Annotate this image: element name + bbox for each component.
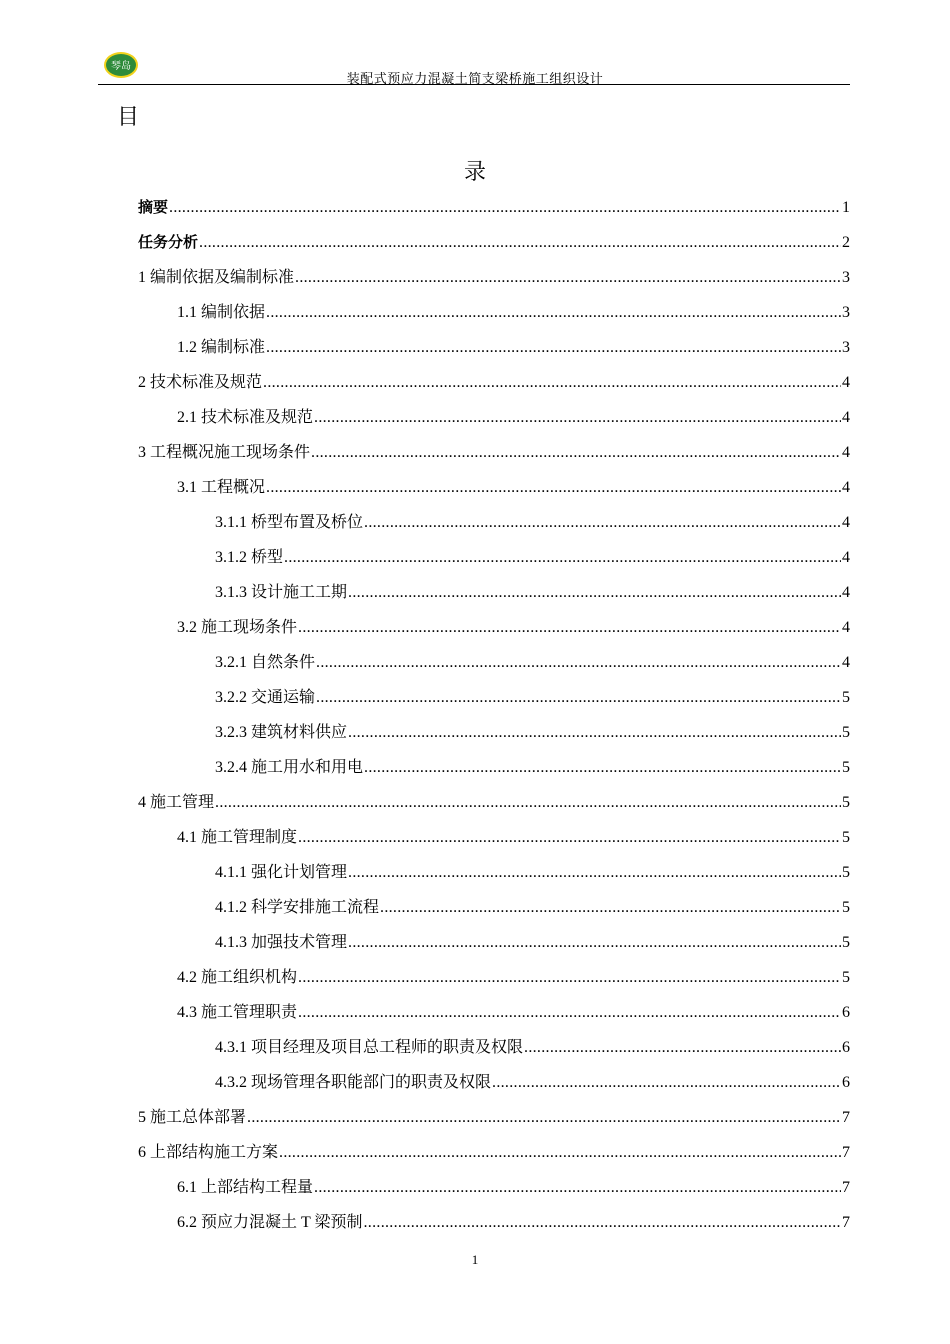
toc-entry-page: 7 [842,1214,850,1231]
toc-dot-leader [314,400,841,435]
toc-entry-page: 6 [842,1074,850,1091]
toc-entry[interactable] [138,645,850,680]
toc-entry[interactable] [138,260,850,295]
toc-dot-leader [298,995,841,1030]
toc-entry-title: 5 施工总体部署 [138,1109,247,1126]
toc-entry-title: 3.2.2 交通运输 [215,689,316,706]
toc-entry-page: 5 [842,899,850,916]
toc-entry-title: 4.2 施工组织机构 [177,969,298,986]
toc-entry-page: 2 [842,234,850,251]
toc-dot-leader [263,365,841,400]
header-title: 装配式预应力混凝土简支梁桥施工组织设计 [346,71,604,86]
toc-dot-leader [279,1135,841,1170]
toc-entry-page: 6 [842,1004,850,1021]
toc-entry-title: 4.3 施工管理职责 [177,1004,298,1021]
toc-entry-page: 4 [842,444,850,461]
toc-entry-page: 5 [842,864,850,881]
toc-entry[interactable] [138,925,850,960]
toc-entry[interactable] [138,680,850,715]
toc-dot-leader [295,260,841,295]
toc-entry-title: 2 技术标准及规范 [138,374,263,391]
toc-entry-title: 2.1 技术标准及规范 [177,409,314,426]
toc-dot-leader [215,785,841,820]
toc-entry[interactable] [138,715,850,750]
toc-entry[interactable] [138,820,850,855]
toc-entry[interactable] [138,1065,850,1100]
toc-entry-page: 4 [842,479,850,496]
toc-dot-leader [284,540,841,575]
toc-entry-title: 3.2.1 自然条件 [215,654,316,671]
page-number: 1 [471,1252,479,1267]
toc-entry-page: 3 [842,304,850,321]
toc-entry[interactable] [138,855,850,890]
toc-entry[interactable] [138,1205,850,1240]
toc-entry-title: 4.1.1 强化计划管理 [215,864,348,881]
toc-entry-page: 6 [842,1039,850,1056]
toc-entry[interactable] [138,890,850,925]
toc-entry-title: 3.1.2 桥型 [215,549,284,566]
toc-entry-title: 摘要 [138,198,169,216]
logo-text: 琴岛 [111,61,131,72]
toc-entry-page: 7 [842,1144,850,1161]
toc-entry-page: 4 [842,409,850,426]
toc-entry-title: 1.1 编制依据 [177,304,266,321]
toc-dot-leader [364,505,841,540]
toc-dot-leader [316,680,841,715]
toc-entry-title: 3.1.3 设计施工工期 [215,584,348,601]
toc-entry[interactable] [138,960,850,995]
toc-entry[interactable] [138,190,850,225]
toc-entry-page: 4 [842,654,850,671]
toc-dot-leader [524,1030,841,1065]
toc-dot-leader [247,1100,841,1135]
toc-dot-leader [314,1170,841,1205]
toc-entry[interactable] [138,995,850,1030]
toc-entry-page: 5 [842,724,850,741]
toc-entry-page: 5 [842,829,850,846]
toc-dot-leader [311,435,841,470]
toc-dot-leader [348,925,841,960]
toc-entry-title: 6.2 预应力混凝土 T 梁预制 [177,1214,363,1231]
toc-dot-leader [348,855,841,890]
toc-entry[interactable] [138,505,850,540]
toc-dot-leader [380,890,841,925]
toc-dot-leader [348,715,841,750]
toc-entry-page: 4 [842,549,850,566]
toc-entry-title: 3.2 施工现场条件 [177,619,298,636]
toc-entry-title: 4.1.2 科学安排施工流程 [215,899,380,916]
toc-entry-title: 1 编制依据及编制标准 [138,269,295,286]
toc-entry-page: 5 [842,759,850,776]
toc-dot-leader [169,190,841,225]
header-divider [98,84,850,85]
toc-dot-leader [316,645,841,680]
table-of-contents [138,190,850,1240]
toc-entry-page: 3 [842,269,850,286]
toc-entry[interactable] [138,400,850,435]
toc-entry[interactable] [138,1030,850,1065]
toc-entry[interactable] [138,750,850,785]
toc-entry-page: 4 [842,514,850,531]
toc-dot-leader [298,960,841,995]
toc-entry[interactable] [138,330,850,365]
toc-entry-title: 3 工程概况施工现场条件 [138,444,311,461]
toc-entry-page: 5 [842,934,850,951]
toc-entry-title: 4.3.1 项目经理及项目总工程师的职责及权限 [215,1039,524,1056]
toc-entry-title: 4.1.3 加强技术管理 [215,934,348,951]
toc-entry-page: 7 [842,1109,850,1126]
toc-entry[interactable] [138,610,850,645]
toc-dot-leader [266,295,841,330]
toc-entry-page: 4 [842,584,850,601]
toc-entry[interactable] [138,1170,850,1205]
toc-entry[interactable] [138,1135,850,1170]
toc-entry-title: 3.2.3 建筑材料供应 [215,724,348,741]
toc-title-second-char: 录 [463,160,486,185]
toc-entry-page: 5 [842,969,850,986]
toc-entry-page: 5 [842,689,850,706]
toc-entry[interactable] [138,295,850,330]
toc-entry[interactable] [138,435,850,470]
toc-dot-leader [266,470,841,505]
toc-dot-leader [364,1205,842,1240]
toc-entry[interactable] [138,540,850,575]
toc-dot-leader [492,1065,841,1100]
toc-dot-leader [266,330,841,365]
toc-dot-leader [364,750,841,785]
toc-entry-page: 1 [842,199,850,216]
toc-entry[interactable] [138,470,850,505]
toc-title-first-char: 目 [117,105,140,130]
toc-entry[interactable] [138,575,850,610]
toc-entry-title: 任务分析 [138,233,199,251]
toc-entry-title: 6 上部结构施工方案 [138,1144,279,1161]
toc-dot-leader [298,610,841,645]
toc-entry-page: 3 [842,339,850,356]
toc-dot-leader [298,820,841,855]
toc-entry-page: 7 [842,1179,850,1196]
toc-entry-page: 4 [842,374,850,391]
toc-entry-title: 6.1 上部结构工程量 [177,1179,314,1196]
toc-entry-title: 1.2 编制标准 [177,339,266,356]
toc-entry-title: 3.1 工程概况 [177,479,266,496]
toc-dot-leader [199,225,841,260]
toc-entry[interactable] [138,225,850,260]
toc-entry-title: 4 施工管理 [138,794,215,811]
toc-entry-title: 3.1.1 桥型布置及桥位 [215,514,364,531]
toc-dot-leader [348,575,841,610]
toc-entry-title: 3.2.4 施工用水和用电 [215,759,364,776]
toc-entry-title: 4.3.2 现场管理各职能部门的职责及权限 [215,1074,492,1091]
toc-entry[interactable] [138,365,850,400]
toc-entry-page: 4 [842,619,850,636]
toc-entry-page: 5 [842,794,850,811]
toc-entry-title: 4.1 施工管理制度 [177,829,298,846]
toc-entry[interactable] [138,1100,850,1135]
toc-entry[interactable] [138,785,850,820]
